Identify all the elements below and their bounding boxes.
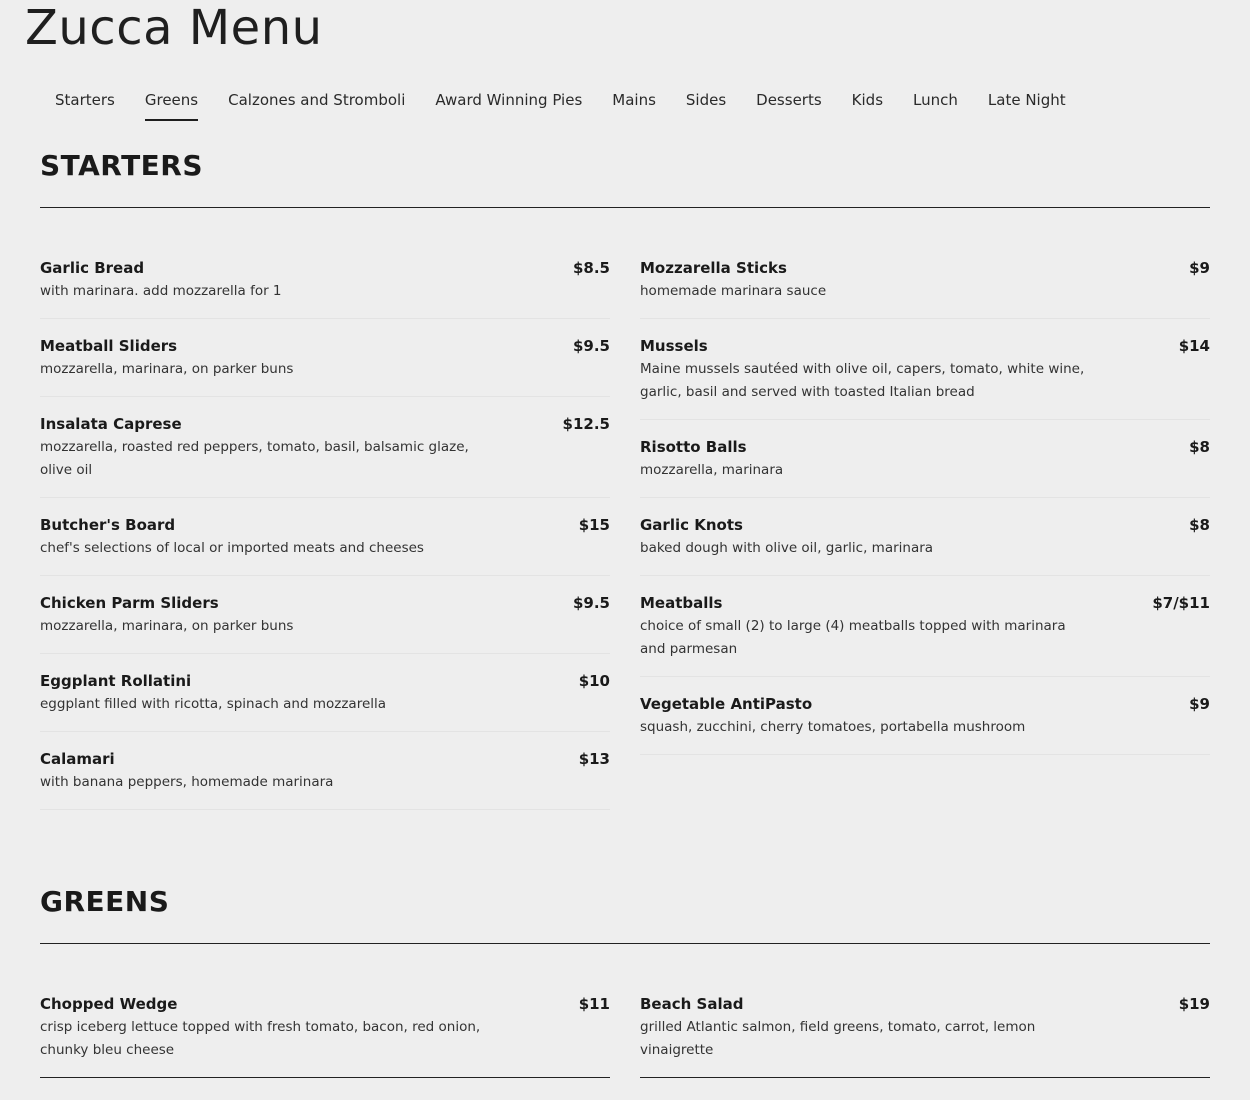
item-name: Vegetable AntiPasto [640,695,813,713]
item-price: $8.5 [572,259,610,277]
tab-calzones-and-stromboli[interactable]: Calzones and Stromboli [228,91,406,109]
tab-starters[interactable]: Starters [55,91,115,109]
tab-greens[interactable]: Greens [145,88,198,121]
item-name: Chopped Wedge [40,995,178,1013]
menu-item [40,593,610,654]
greens-left-column [40,994,610,1095]
item-name: Calamari [40,750,115,768]
item-price: $19 [1178,995,1210,1013]
item-name: Mozzarella Sticks [640,259,787,277]
item-description: baked dough with olive oil, garlic, marinara [640,540,934,556]
menu-item [640,437,1210,498]
section-heading-greens: GREENS [40,884,1210,944]
item-description: mozzarella, marinara, on parker buns [40,361,294,377]
item-price: $10 [578,672,610,690]
menu-item [640,593,1210,677]
section-heading-starters: STARTERS [40,148,1210,208]
item-price: $9 [1189,695,1210,713]
item-name: Eggplant Rollatini [40,672,192,690]
item-description: with marinara. add mozzarella for 1 [40,283,282,299]
item-name: Butcher's Board [40,516,176,534]
page-title: Zucca Menu [25,0,323,56]
tab-kids[interactable]: Kids [851,91,884,109]
greens-columns [40,994,1210,1095]
item-price: $9 [1189,259,1210,277]
tab-sides[interactable]: Sides [685,91,727,109]
tab-desserts[interactable]: Desserts [756,91,822,109]
item-name: Mussels [640,337,708,355]
menu-item [640,258,1210,319]
menu-item [640,515,1210,576]
item-price: $8 [1189,516,1210,534]
item-description: homemade marinara sauce [640,283,827,299]
tab-late-night[interactable]: Late Night [987,91,1066,109]
item-description: with banana peppers, homemade marinara [40,774,334,790]
item-price: $13 [578,750,610,768]
item-description: chef's selections of local or imported meats and cheeses [40,540,424,556]
item-price: $8 [1189,438,1210,456]
item-name: Meatballs [640,594,723,612]
tab-lunch[interactable]: Lunch [913,91,958,109]
item-name: Meatball Sliders [40,337,178,355]
menu-tabs [55,88,1096,121]
item-description: choice of small (2) to large (4) meatballs topped with marinara and parmesan [640,618,1066,657]
starters-section [40,148,1210,827]
item-description: squash, zucchini, cherry tomatoes, portabella mushroom [640,719,1026,735]
item-description: crisp iceberg lettuce topped with fresh tomato, bacon, red onion, chunky bleu cheese [40,1019,481,1058]
item-price: $9.5 [572,337,610,355]
item-description: mozzarella, roasted red peppers, tomato, basil, balsamic glaze, olive oil [40,439,469,478]
item-price: $15 [578,516,610,534]
tab-award-winning-pies[interactable]: Award Winning Pies [435,91,583,109]
menu-item [40,515,610,576]
item-name: Chicken Parm Sliders [40,594,219,612]
starters-right-column [640,258,1210,827]
item-price: $14 [1178,337,1210,355]
menu-item [40,994,610,1078]
item-description: eggplant filled with ricotta, spinach and mozzarella [40,696,387,712]
item-name: Garlic Bread [40,259,145,277]
item-description: grilled Atlantic salmon, field greens, tomato, carrot, lemon vinaigrette [640,1019,1036,1058]
item-description: mozzarella, marinara, on parker buns [40,618,294,634]
item-description: mozzarella, marinara [640,462,784,478]
greens-section [40,884,1210,1095]
menu-item [640,336,1210,420]
menu-item [640,994,1210,1078]
starters-left-column [40,258,610,827]
menu-item [640,694,1210,755]
starters-columns [40,258,1210,827]
item-price: $9.5 [572,594,610,612]
item-name: Garlic Knots [640,516,743,534]
tab-mains[interactable]: Mains [612,91,656,109]
menu-item [40,336,610,397]
item-price: $7/$11 [1152,594,1210,612]
item-name: Risotto Balls [640,438,747,456]
item-price: $11 [578,995,610,1013]
menu-item [40,258,610,319]
greens-right-column [640,994,1210,1095]
menu-item [40,749,610,810]
item-description: Maine mussels sautéed with olive oil, capers, tomato, white wine, garlic, basil and served with toasted Italian bread [640,361,1085,400]
item-name: Beach Salad [640,995,744,1013]
menu-item [40,671,610,732]
menu-item [40,414,610,498]
item-name: Insalata Caprese [40,415,182,433]
item-price: $12.5 [562,415,610,433]
